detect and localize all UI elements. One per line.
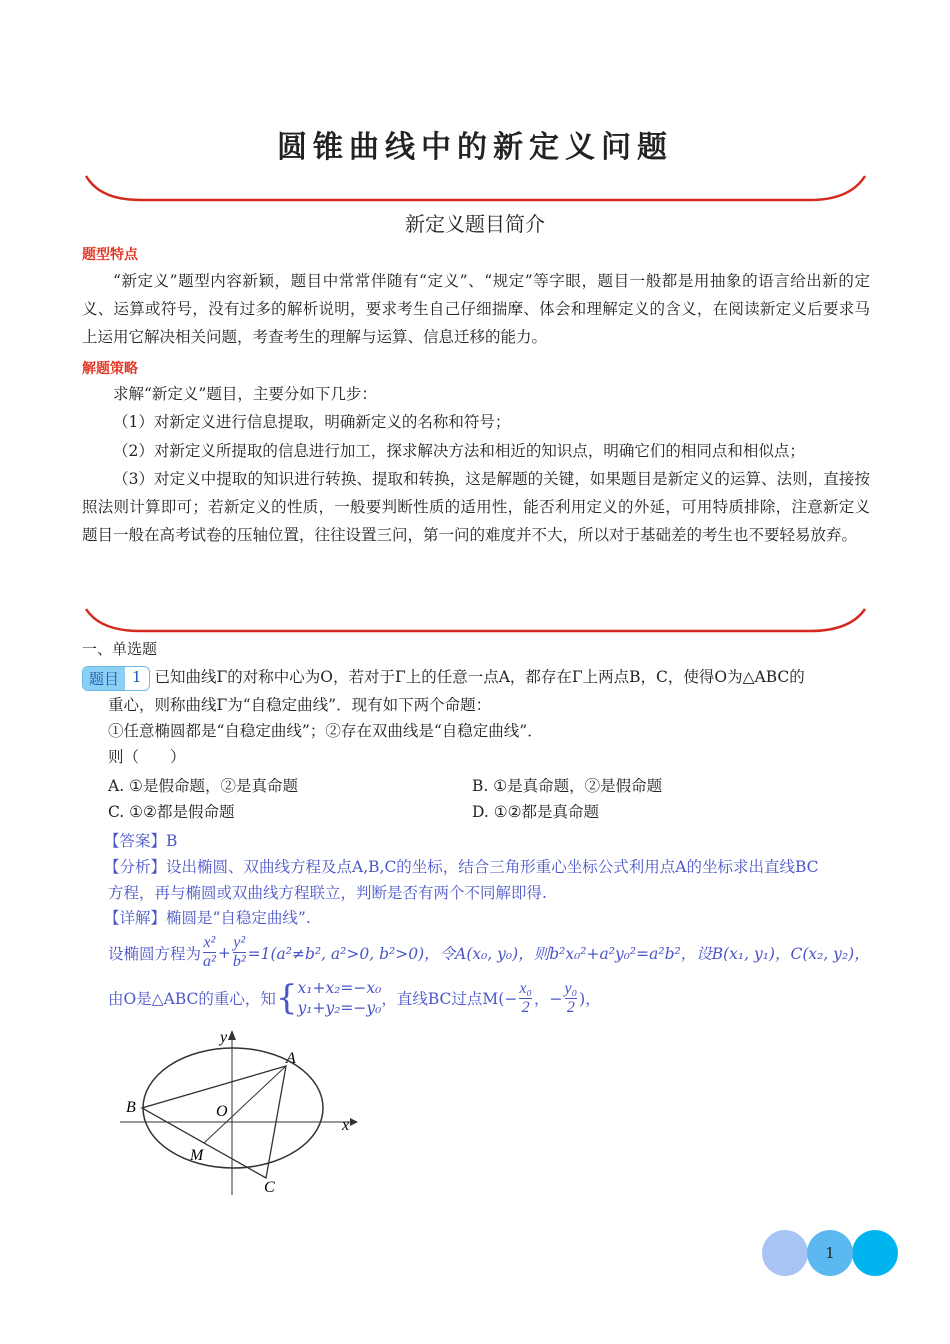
question-prompt: 则（ ） [108,748,186,766]
question-badge [82,666,150,691]
ellipse-equation-line [108,934,870,971]
page-decoration-circle [852,1230,898,1276]
label-strategy: 解题策略 [82,361,138,377]
frac-den: 2 [521,998,530,1016]
label-features: 题型特点 [82,247,138,263]
fraction-y2-b2 [233,934,246,971]
label-c: C [264,1179,275,1196]
fraction-y0-2 [565,980,578,1017]
frac-den: 2 [566,998,575,1016]
option-d[interactable]: D. ①②都是真命题 [472,803,600,821]
centroid-prefix: 由O是△ABC的重心，知 [108,990,276,1008]
frac-num: y² [233,934,246,951]
fraction-x2-a2 [203,934,216,971]
strategy-step-1: （1）对新定义进行信息提取，明确新定义的名称和符号； [113,413,511,431]
title-divider [80,170,870,205]
analysis-line2: 方程，再与椭圆或双曲线方程联立，判断是否有两个不同解即得. [108,884,547,902]
strategy-step-3: （3）对定义中提取的知识进行转换、提取和转换，这是解题的关键，如果题目是新定义的运算、法则，直接按照法则计算即可；若新定义的性质，一般要判断性质的适用性，能否利用定义的外延，可用特质排除，注意新定义题目一般在高考试卷的压轴位置，往往设置三问，第一问的难度并不大，所以对于基础差的考生也不要轻易放弃。 [82,470,870,544]
page-decoration-circle [762,1230,808,1276]
y-axis-arrow [228,1030,236,1040]
strategy-step-2: （2）对新定义所提取的信息进行加工，探求解决方法和相近的知识点，明确它们的相同点和相似点； [113,442,805,460]
question-text-line2: 重心，则称曲线Γ为“自稳定曲线”．现有如下两个命题： [108,696,492,714]
label-x: x [342,1117,350,1134]
strategy-intro: 求解“新定义”题目，主要分如下几步： [113,385,377,403]
answer: 【答案】B [104,832,178,850]
brace: { [275,978,298,1018]
label-m: M [190,1147,204,1164]
system-eq-2: y₁+y₂=−y₀ [297,999,382,1017]
system-eq-1: x₁+x₂=−x₀ [297,979,382,997]
frac-den: b² [232,953,246,970]
label-a: A [286,1050,296,1067]
fraction-x0-2 [519,980,532,1017]
analysis-line1: 【分析】设出椭圆、双曲线方程及点A,B,C的坐标，结合三角形重心坐标公式利用点A的坐标求出直线BC [104,858,819,876]
detail-heading: 【详解】椭圆是“自稳定曲线”. [104,909,311,927]
badge-number: 1 [125,667,149,690]
plus-sign: + [217,943,231,962]
badge-label: 题目 [83,667,125,690]
section-heading: 一、单选题 [82,640,158,658]
features-paragraph: “新定义”题型内容新颖，题目中常常伴随有“定义”、“规定”等字眼，题目一般都是用抽象的语言给出新的定义、运算或符号，没有过多的解析说明，要求考生自己仔细揣摩、体会和理解定义的含义，在阅读新定义后要求马上运用它解决相关问题，考查考生的理解与运算、信息迁移的能力。 [82,272,870,346]
frac-den: a² [203,953,216,970]
centroid-line [108,978,601,1018]
equation-system [298,978,382,1018]
section-divider [80,603,870,638]
frac-num: y₀ [564,979,578,997]
x-axis-arrow [350,1118,358,1126]
ellipse-diagram [110,1020,370,1200]
label-b: B [126,1099,136,1116]
document-title: 圆锥曲线中的新定义问题 [277,130,673,165]
option-a[interactable]: A. ①是假命题，②是真命题 [108,777,298,795]
label-y: y [220,1029,228,1046]
comma: ，− [534,990,563,1008]
option-b[interactable]: B. ①是真命题，②是假命题 [472,777,663,795]
eq-rest: =1(a²≠b², a²>0, b²>0)，令A(x₀, y₀)，则b²x₀²+a²y₀²=a²b²，设B(x₁, y₁)，C(x₂, y₂)， [247,944,870,963]
frac-num: x₀ [519,979,532,997]
option-c[interactable]: C. ①②都是假命题 [108,803,235,821]
question-propositions: ①任意椭圆都是“自稳定曲线”；②存在双曲线是“自稳定曲线”． [108,722,543,740]
question-1 [82,665,805,691]
ellipse [143,1048,323,1168]
frac-num: x² [203,934,216,951]
section-subtitle: 新定义题目简介 [405,212,545,236]
page-number: 1 [807,1230,853,1276]
line-end: )， [579,990,601,1008]
question-text-line1: 已知曲线Γ的对称中心为O，若对于Γ上的任意一点A，都存在Γ上两点B，C，使得O为△ABC的 [154,668,805,686]
line-bc-text: ，直线BC过点M(− [381,990,518,1008]
eq-prefix: 设椭圆方程为 [108,944,202,963]
label-o: O [216,1103,228,1120]
